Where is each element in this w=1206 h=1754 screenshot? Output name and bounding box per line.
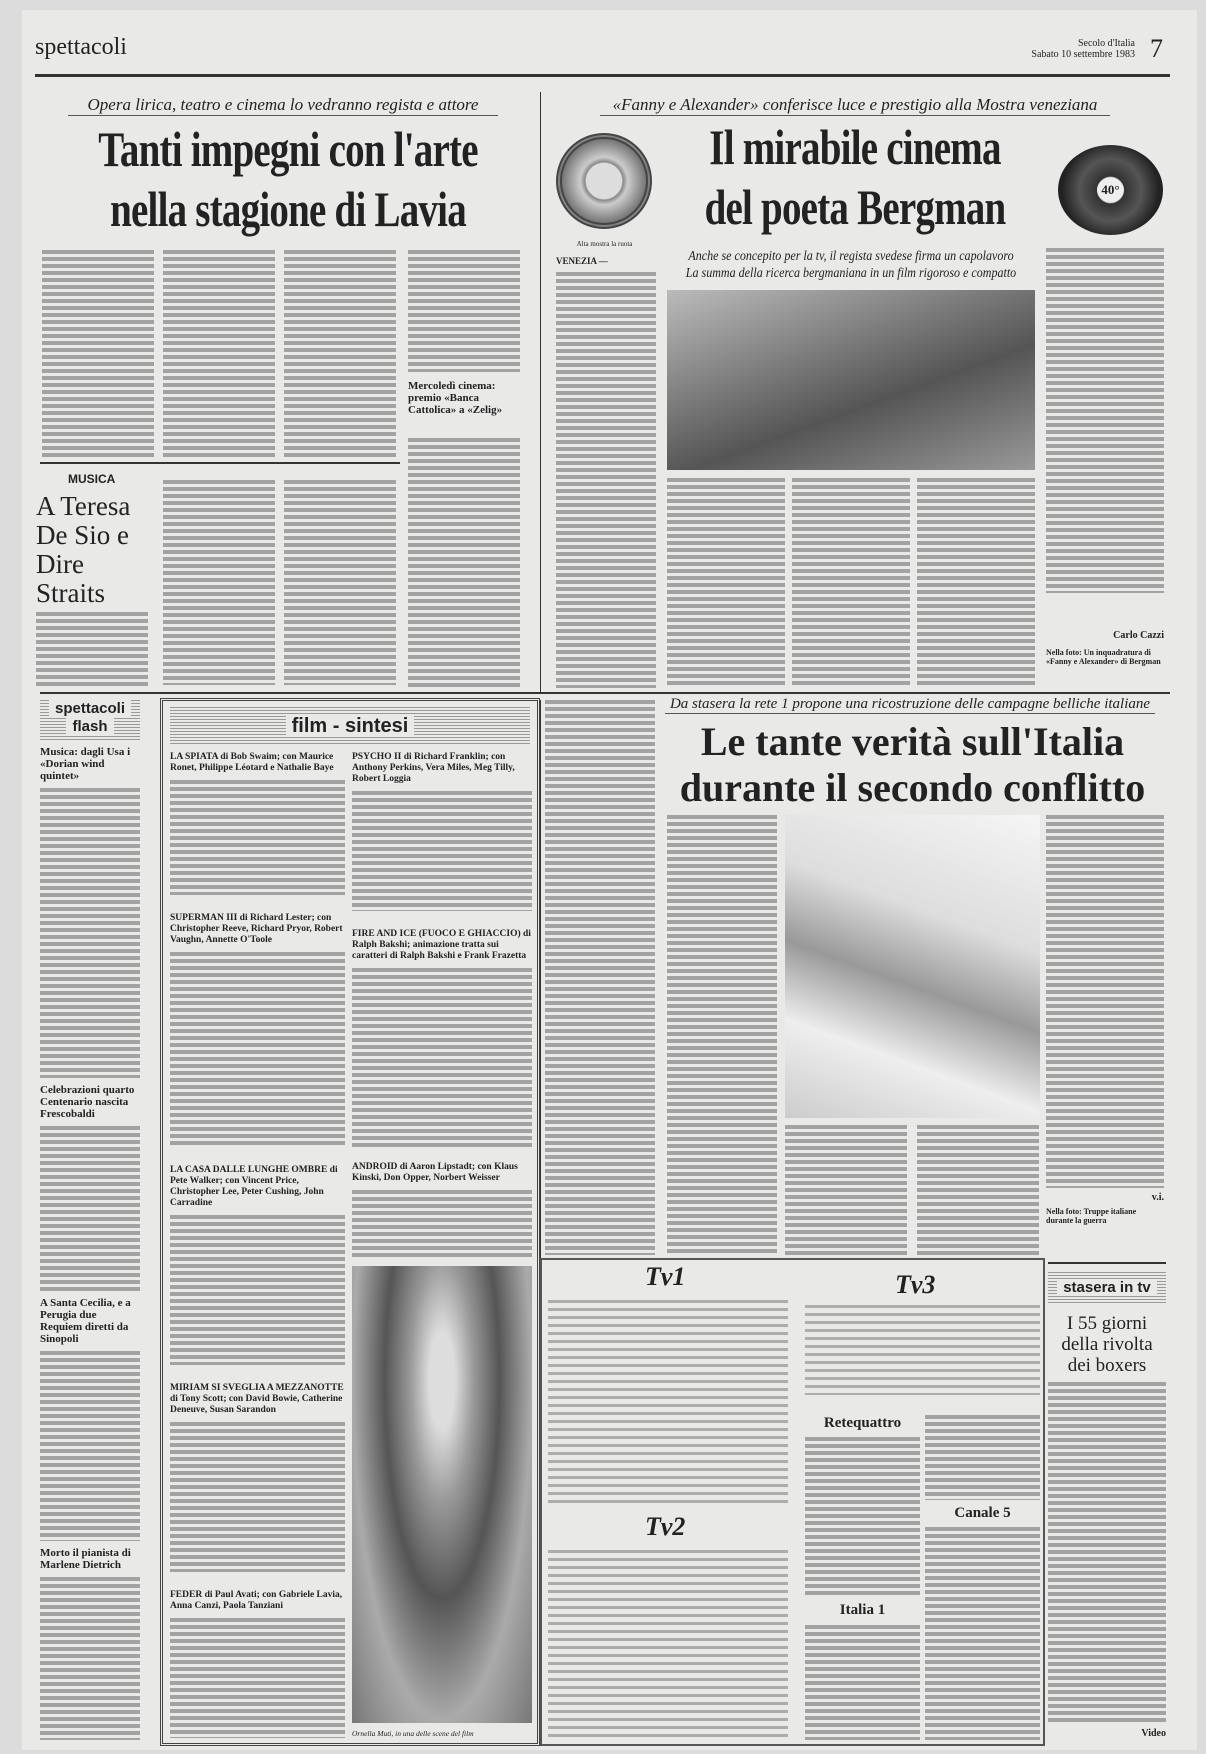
- film-entry-title: LA SPIATA di Bob Swaim; con Maurice Ronet, Philippe Léotard e Nathalie Baye: [170, 752, 334, 773]
- dateline: VENEZIA —: [556, 256, 608, 266]
- film-title-text: film - sintesi: [286, 715, 415, 737]
- body-text: [170, 1215, 345, 1365]
- body-text: [556, 272, 656, 688]
- actress-photo: [352, 1266, 532, 1723]
- divider: [1048, 1262, 1166, 1264]
- logo-number: 40°: [1097, 178, 1123, 202]
- section-title: spettacoli: [35, 34, 127, 60]
- italia-photo-caption: Nella foto: Truppe italiane durante la guerra: [1046, 1207, 1137, 1225]
- body-text: [352, 968, 532, 1148]
- flash-label: [40, 700, 140, 740]
- body-text: [917, 1125, 1039, 1255]
- body-text: [170, 1422, 345, 1572]
- paper-name: Secolo d'Italia: [1077, 38, 1135, 49]
- film-entry-title: FEDER di Paul Avati; con Gabriele Lavia, Anna Canzi, Paola Tanziani: [170, 1590, 343, 1611]
- body-text: [170, 780, 345, 895]
- bergman-headline-row2: [665, 179, 1045, 242]
- deck-row2: [665, 265, 1037, 282]
- stasera-headline: I 55 giorni della rivolta dei boxers: [1061, 1313, 1153, 1376]
- body-text: [352, 1190, 532, 1260]
- channel-tv2: Tv2: [645, 1512, 686, 1541]
- italia1-schedule: [805, 1625, 920, 1740]
- film-entry-title: PSYCHO II di Richard Franklin; con Anthony Perkins, Vera Miles, Meg Tilly, Robert Loggia: [352, 752, 515, 784]
- body-text: [40, 1577, 140, 1740]
- body-text: [792, 478, 910, 688]
- lavia-headline-row2: [40, 181, 535, 244]
- body-text: [170, 1618, 345, 1738]
- italia-kicker: Da stasera la rete 1 propone una ricostruzione delle campagne belliche italiane: [665, 696, 1155, 714]
- flash-label-line2: flash: [66, 718, 113, 735]
- body-text: [667, 815, 777, 1255]
- body-text: [163, 250, 275, 457]
- header-rule: [35, 74, 1170, 77]
- lavia-headline-line1: Tanti impegni con l'arte: [97, 121, 478, 177]
- deck-line2: La summa della ricerca bergmaniana in un film rigoroso e compatto: [685, 266, 1017, 281]
- flash-column: [40, 746, 140, 1740]
- body-text: [785, 1125, 907, 1255]
- body-text: [40, 1126, 140, 1291]
- bergman-deck: [665, 248, 1037, 282]
- musica-headline: A Teresa De Sio e Dire Straits: [36, 491, 131, 608]
- body-text: [42, 250, 154, 457]
- film-entry-title: MIRIAM SI SVEGLIA A MEZZANOTTE di Tony Scott; con David Bowie, Catherine Deneuve, Susan Sarandon: [170, 1383, 344, 1415]
- film-sintesi-title: [170, 707, 530, 745]
- film-photo-caption: Ornella Muti, in una delle scene del film: [352, 1729, 474, 1738]
- column-divider: [540, 700, 541, 1260]
- lavia-subhead: Mercoledì cinema: premio «Banca Cattolica» a «Zelig»: [408, 380, 503, 416]
- film-entry-title: SUPERMAN III di Richard Lester; con Christopher Reeve, Richard Pryor, Robert Vaughn, Annette O'Toole: [170, 913, 343, 945]
- body-text: [352, 791, 532, 911]
- film-entry-title: FIRE AND ICE (FUOCO E GHIACCIO) di Ralph Bakshi; animazione tratta sui caratteri di Ralph Bakshi e Frank Frazetta: [352, 929, 531, 961]
- stasera-column: [1048, 1313, 1166, 1723]
- body-text: [667, 478, 785, 688]
- bergman-headline-line1: Il mirabile cinema: [709, 119, 1001, 175]
- deck-row1: [665, 248, 1037, 265]
- lavia-headline-line2: nella stagione di Lavia: [109, 181, 466, 237]
- bergman-kicker: «Fanny e Alexander» conferisce luce e prestigio alla Mostra veneziana: [600, 95, 1110, 116]
- stasera-label: [1048, 1272, 1166, 1304]
- tv2-schedule: [548, 1550, 788, 1742]
- body-text: [163, 480, 275, 685]
- channel-italia1: Italia 1: [839, 1602, 886, 1618]
- bergman-film-photo: [667, 290, 1035, 470]
- issue-date: Sabato 10 settembre 1983: [1031, 49, 1135, 60]
- body-text: [170, 952, 345, 1147]
- body-text: [284, 480, 396, 685]
- bergman-headline: [665, 119, 1045, 242]
- italia-headline-line2: durante il secondo conflitto: [679, 765, 1146, 810]
- body-text: [40, 788, 140, 1078]
- author: Carlo Cazzi: [1113, 630, 1164, 641]
- footer-video: Video: [1141, 1728, 1166, 1739]
- body-text: [40, 1351, 140, 1541]
- troops-photo: [785, 815, 1040, 1118]
- bergman-headline-row1: [665, 119, 1045, 182]
- body-text: [408, 250, 520, 372]
- musica-column: [36, 492, 154, 688]
- musica-label: MUSICA: [68, 472, 116, 486]
- channel-tv3: Tv3: [895, 1270, 936, 1299]
- page-number: 7: [1150, 34, 1163, 63]
- seal-caption: Alta mostra la ruota: [576, 240, 633, 248]
- film-entry-title: LA CASA DALLE LUNGHE OMBRE di Pete Walker; con Vincent Price, Christopher Lee, Peter Cushing, John Carradine: [170, 1165, 338, 1208]
- venice-40-logo: [1058, 145, 1163, 235]
- body-text: [36, 612, 148, 688]
- body-text: [1046, 815, 1164, 1188]
- italia-headline-line1: Le tante verità sull'Italia: [700, 719, 1125, 764]
- body-text: [284, 250, 396, 457]
- divider: [40, 462, 400, 464]
- body-text: [408, 438, 520, 688]
- retequattro-schedule: [805, 1437, 920, 1597]
- channel-retequattro: Retequattro: [823, 1415, 902, 1431]
- film-column-right: [352, 752, 532, 1738]
- channel-canale5: Canale 5: [954, 1505, 1011, 1521]
- section-rule: [40, 692, 1170, 694]
- film-column-left: [170, 752, 345, 1738]
- lavia-headline: [40, 121, 535, 244]
- festival-seal-icon: [556, 133, 652, 229]
- lavia-kicker: Opera lirica, teatro e cinema lo vedranno regista e attore: [68, 95, 498, 116]
- deck-line1: Anche se concepito per la tv, il regista svedese firma un capolavoro: [688, 249, 1014, 264]
- flash-item-title: Morto il pianista di Marlene Dietrich: [40, 1547, 131, 1571]
- tv1-schedule: [548, 1300, 788, 1505]
- signature: v.i.: [1151, 1192, 1164, 1203]
- masthead-info: [1010, 38, 1135, 60]
- channel-tv1: Tv1: [645, 1262, 686, 1291]
- bergman-headline-line2: del poeta Bergman: [704, 179, 1006, 235]
- lavia-headline-row1: [40, 121, 535, 184]
- flash-item-title: A Santa Cecilia, e a Perugia due Requiem diretti da Sinopoli: [40, 1297, 131, 1345]
- stasera-label-text: stasera in tv: [1057, 1279, 1157, 1296]
- flash-item-title: Musica: dagli Usa i «Dorian wind quintet»: [40, 746, 131, 782]
- retequattro-schedule: [925, 1415, 1040, 1500]
- column-divider: [540, 92, 541, 692]
- flash-label-line1: spettacoli: [49, 700, 131, 717]
- film-entry-title: ANDROID di Aaron Lipstadt; con Klaus Kinski, Don Opper, Norbert Weisser: [352, 1162, 518, 1183]
- body-text: [917, 478, 1035, 688]
- canale5-schedule: [925, 1527, 1040, 1740]
- body-text: [1046, 248, 1164, 593]
- tv3-schedule: [805, 1305, 1040, 1395]
- italia-headline: [660, 719, 1165, 810]
- body-text: [1048, 1382, 1166, 1723]
- flash-item-title: Celebrazioni quarto Centenario nascita Frescobaldi: [40, 1084, 135, 1120]
- body-text: [545, 700, 655, 1255]
- bergman-photo-caption: Nella foto: Un inquadratura di «Fanny e Alexander» di Bergman: [1046, 648, 1161, 666]
